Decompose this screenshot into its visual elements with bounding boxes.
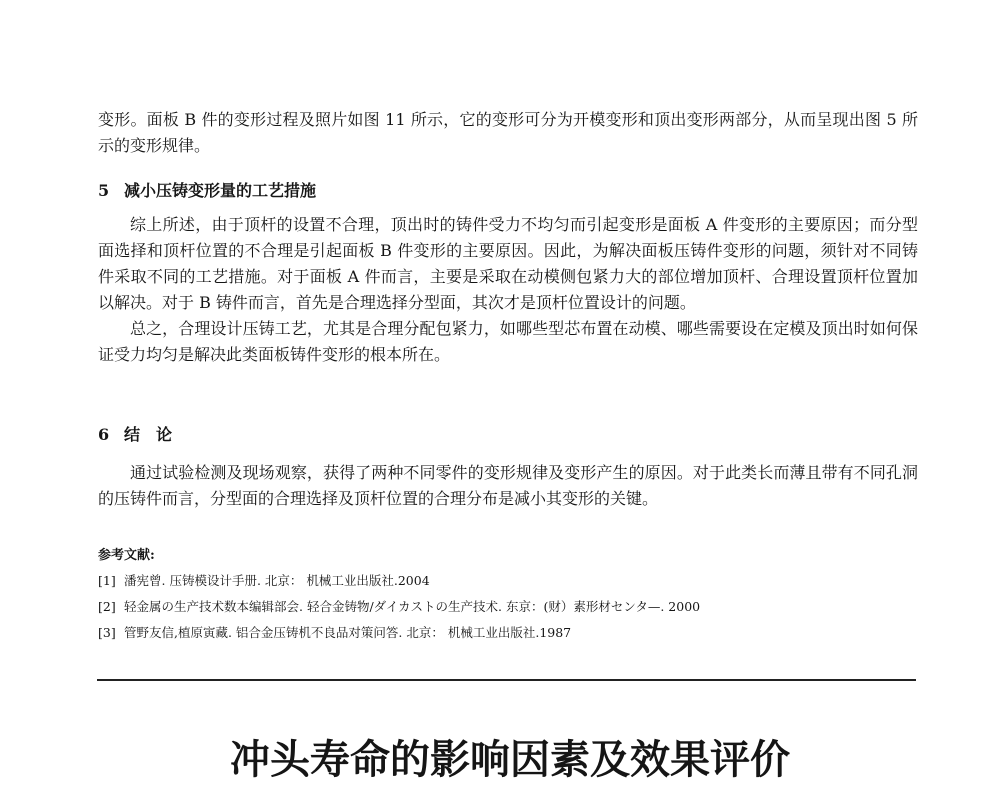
section-6-title: 结 论: [124, 425, 173, 444]
intro-paragraph: 变形。面板 B 件的变形过程及照片如图 11 所示，它的变形可分为开模变形和顶出变形两部分，从而呈现出图 5 所示的变形规律。: [98, 110, 918, 155]
next-article-title: 冲头寿命的影响因素及效果评价: [230, 737, 790, 783]
reference-index: [1]: [98, 573, 116, 588]
reference-text: 轻金属の生产技术数本编辑部会. 轻合金铸物/ダイカストの生产技术. 东京：(财）素形材センタ—. 2000: [124, 599, 701, 614]
section-5-number: 5: [98, 181, 110, 200]
section-5-paragraph-2: 总之，合理设计压铸工艺，尤其是合理分配包紧力，如哪些型芯布置在动模、哪些需要设在定模及顶出时如何保证受力均匀是解决此类面板铸件变形的根本所在。: [98, 319, 918, 364]
reference-text: 管野友信,植原寅藏. 铝合金压铸机不良品对策问答. 北京： 机械工业出版社.1987: [124, 625, 572, 640]
intro-paragraph-block: [98, 107, 918, 159]
section-5-title: 减小压铸变形量的工艺措施: [124, 181, 317, 200]
section-5: [98, 178, 918, 368]
article-separator-rule: [97, 679, 916, 681]
section-6-heading: [98, 422, 918, 448]
reference-index: [3]: [98, 625, 116, 640]
references-title: 参考文献:: [98, 548, 155, 563]
section-6-number: 6: [98, 425, 110, 444]
reference-item: [98, 594, 918, 620]
reference-item: [98, 620, 918, 646]
section-6-paragraph-1: 通过试验检测及现场观察，获得了两种不同零件的变形规律及变形产生的原因。对于此类长而薄且带有不同孔洞的压铸件而言，分型面的合理选择及顶杆位置的合理分布是减小其变形的关键。: [98, 463, 918, 508]
section-5-heading: [98, 178, 918, 204]
reference-index: [2]: [98, 599, 116, 614]
references: [98, 546, 918, 646]
reference-text: 潘宪曾. 压铸模设计手册. 北京： 机械工业出版社.2004: [124, 573, 430, 588]
section-5-paragraph-1: 综上所述，由于顶杆的设置不合理，顶出时的铸件受力不均匀而引起变形是面板 A 件变形的主要原因；而分型面选择和顶杆位置的不合理是引起面板 B 件变形的主要原因。因此，为解决面板压铸件变形的问题，须针对不同铸件采取不同的工艺措施。对于面板 A 件而言，主要是采取在动模侧包紧力大的部位增加顶杆、合理设置顶杆位置加以解决。对于 B 铸件而言，首先是合理选择分型面，其次才是顶杆位置设计的问题。: [98, 215, 918, 312]
section-6: [98, 422, 918, 512]
reference-item: [98, 568, 918, 594]
